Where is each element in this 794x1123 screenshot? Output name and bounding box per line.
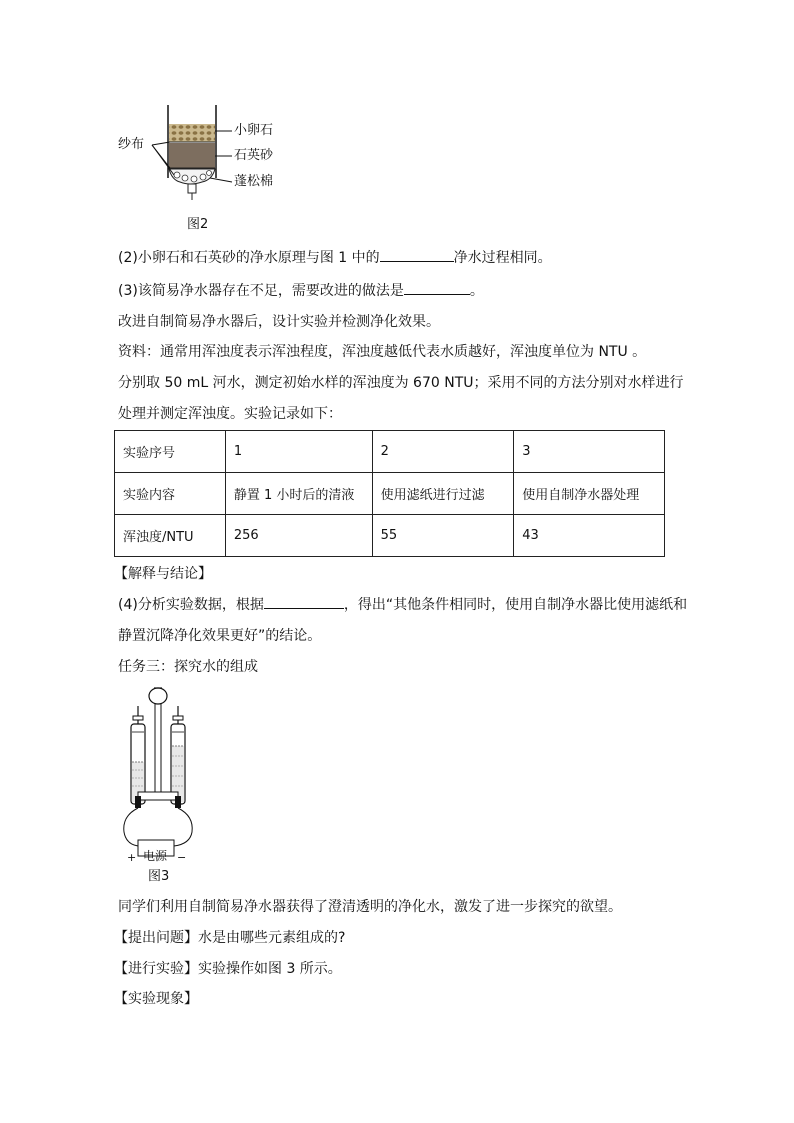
- label-cotton: 蓬松棉: [234, 174, 274, 189]
- question-2: [118, 249, 552, 267]
- material-text: 资料：通常用浑浊度表示浑浊程度，浑浊度越低代表水质越好，浑浊度单位为 NTU 。: [118, 344, 647, 360]
- left-electrode: [135, 796, 141, 808]
- table-cell: 静置 1 小时后的清液: [225, 473, 372, 515]
- q2-answer-blank[interactable]: [380, 249, 454, 262]
- table-row: [115, 473, 665, 515]
- table-cell: 使用滤纸进行过滤: [372, 473, 514, 515]
- method-line-1: 分别取 50 mL 河水，测定初始水样的浑浊度为 670 NTU；采用不同的方法分别对水样进行: [118, 375, 684, 391]
- table-cell: 1: [225, 431, 372, 473]
- paragraph-motivation: 同学们利用自制简易净水器获得了澄清透明的净化水，激发了进一步探究的欲望。: [118, 899, 622, 915]
- question-4-line-2: 静置沉降净化效果更好”的结论。: [118, 628, 322, 644]
- figure-3-caption: 图3: [148, 869, 170, 884]
- conclusion-heading: 【解释与结论】: [114, 566, 212, 582]
- method-line-2: 处理并测定浑浊度。实验记录如下：: [118, 406, 342, 422]
- label-gauze: 纱布: [118, 137, 145, 152]
- table-cell: 43: [514, 515, 665, 557]
- q4-answer-blank[interactable]: [264, 596, 344, 609]
- minus-terminal-label: −: [177, 851, 187, 864]
- label-pebble: 小卵石: [234, 123, 274, 138]
- right-electrode: [175, 796, 181, 808]
- table-cell: 使用自制净水器处理: [514, 473, 665, 515]
- left-stopcock: [133, 716, 143, 720]
- right-wire: [174, 808, 192, 846]
- table-cell: 3: [514, 431, 665, 473]
- conduct-experiment: 【进行实验】实验操作如图 3 所示。: [114, 961, 342, 977]
- q2-text-after: 净水过程相同。: [453, 250, 552, 266]
- experiment-record-table: [114, 430, 665, 557]
- table-row: [115, 515, 665, 557]
- table-cell: 实验序号: [115, 431, 226, 473]
- outlet: [188, 184, 196, 193]
- table-cell: 55: [372, 515, 514, 557]
- quartz-sand-layer: [169, 143, 215, 168]
- q3-text-after: 。: [469, 283, 484, 299]
- task-3-heading: 任务三：探究水的组成: [118, 659, 258, 675]
- electrolysis-apparatus-diagram: [118, 684, 218, 870]
- intro-text: 改进自制简易净水器后，设计实验并检测净化效果。: [118, 314, 440, 330]
- left-wire: [124, 808, 138, 846]
- power-supply-label: 电源: [143, 849, 168, 863]
- plus-terminal-label: +: [127, 851, 137, 864]
- water-purifier-diagram: [150, 100, 310, 215]
- q4-text-after: ，得出“其他条件相同时，使用自制净水器比使用滤纸和: [343, 597, 688, 613]
- table-cell: 2: [372, 431, 514, 473]
- table-cell: 实验内容: [115, 473, 226, 515]
- raise-question: 【提出问题】水是由哪些元素组成的?: [114, 930, 346, 946]
- q2-text-before: (2)小卵石和石英砂的净水原理与图 1 中的: [118, 250, 380, 266]
- experiment-phenomenon-heading: 【实验现象】: [114, 991, 198, 1007]
- q4-text-before: (4)分析实验数据，根据: [118, 597, 264, 613]
- pebble-layer: [169, 124, 215, 142]
- q3-text-before: (3)该简易净水器存在不足，需要改进的做法是: [118, 283, 404, 299]
- connecting-tube: [138, 792, 178, 800]
- table-row: [115, 431, 665, 473]
- reservoir-bulb: [149, 688, 167, 704]
- q3-answer-blank[interactable]: [404, 282, 470, 295]
- question-4-line-1: [118, 596, 687, 614]
- table-cell: 256: [225, 515, 372, 557]
- figure-2-caption: 图2: [187, 217, 209, 232]
- table-cell: 浑浊度/NTU: [115, 515, 226, 557]
- label-quartz-sand: 石英砂: [234, 148, 274, 163]
- question-3: [118, 282, 484, 300]
- right-stopcock: [173, 716, 183, 720]
